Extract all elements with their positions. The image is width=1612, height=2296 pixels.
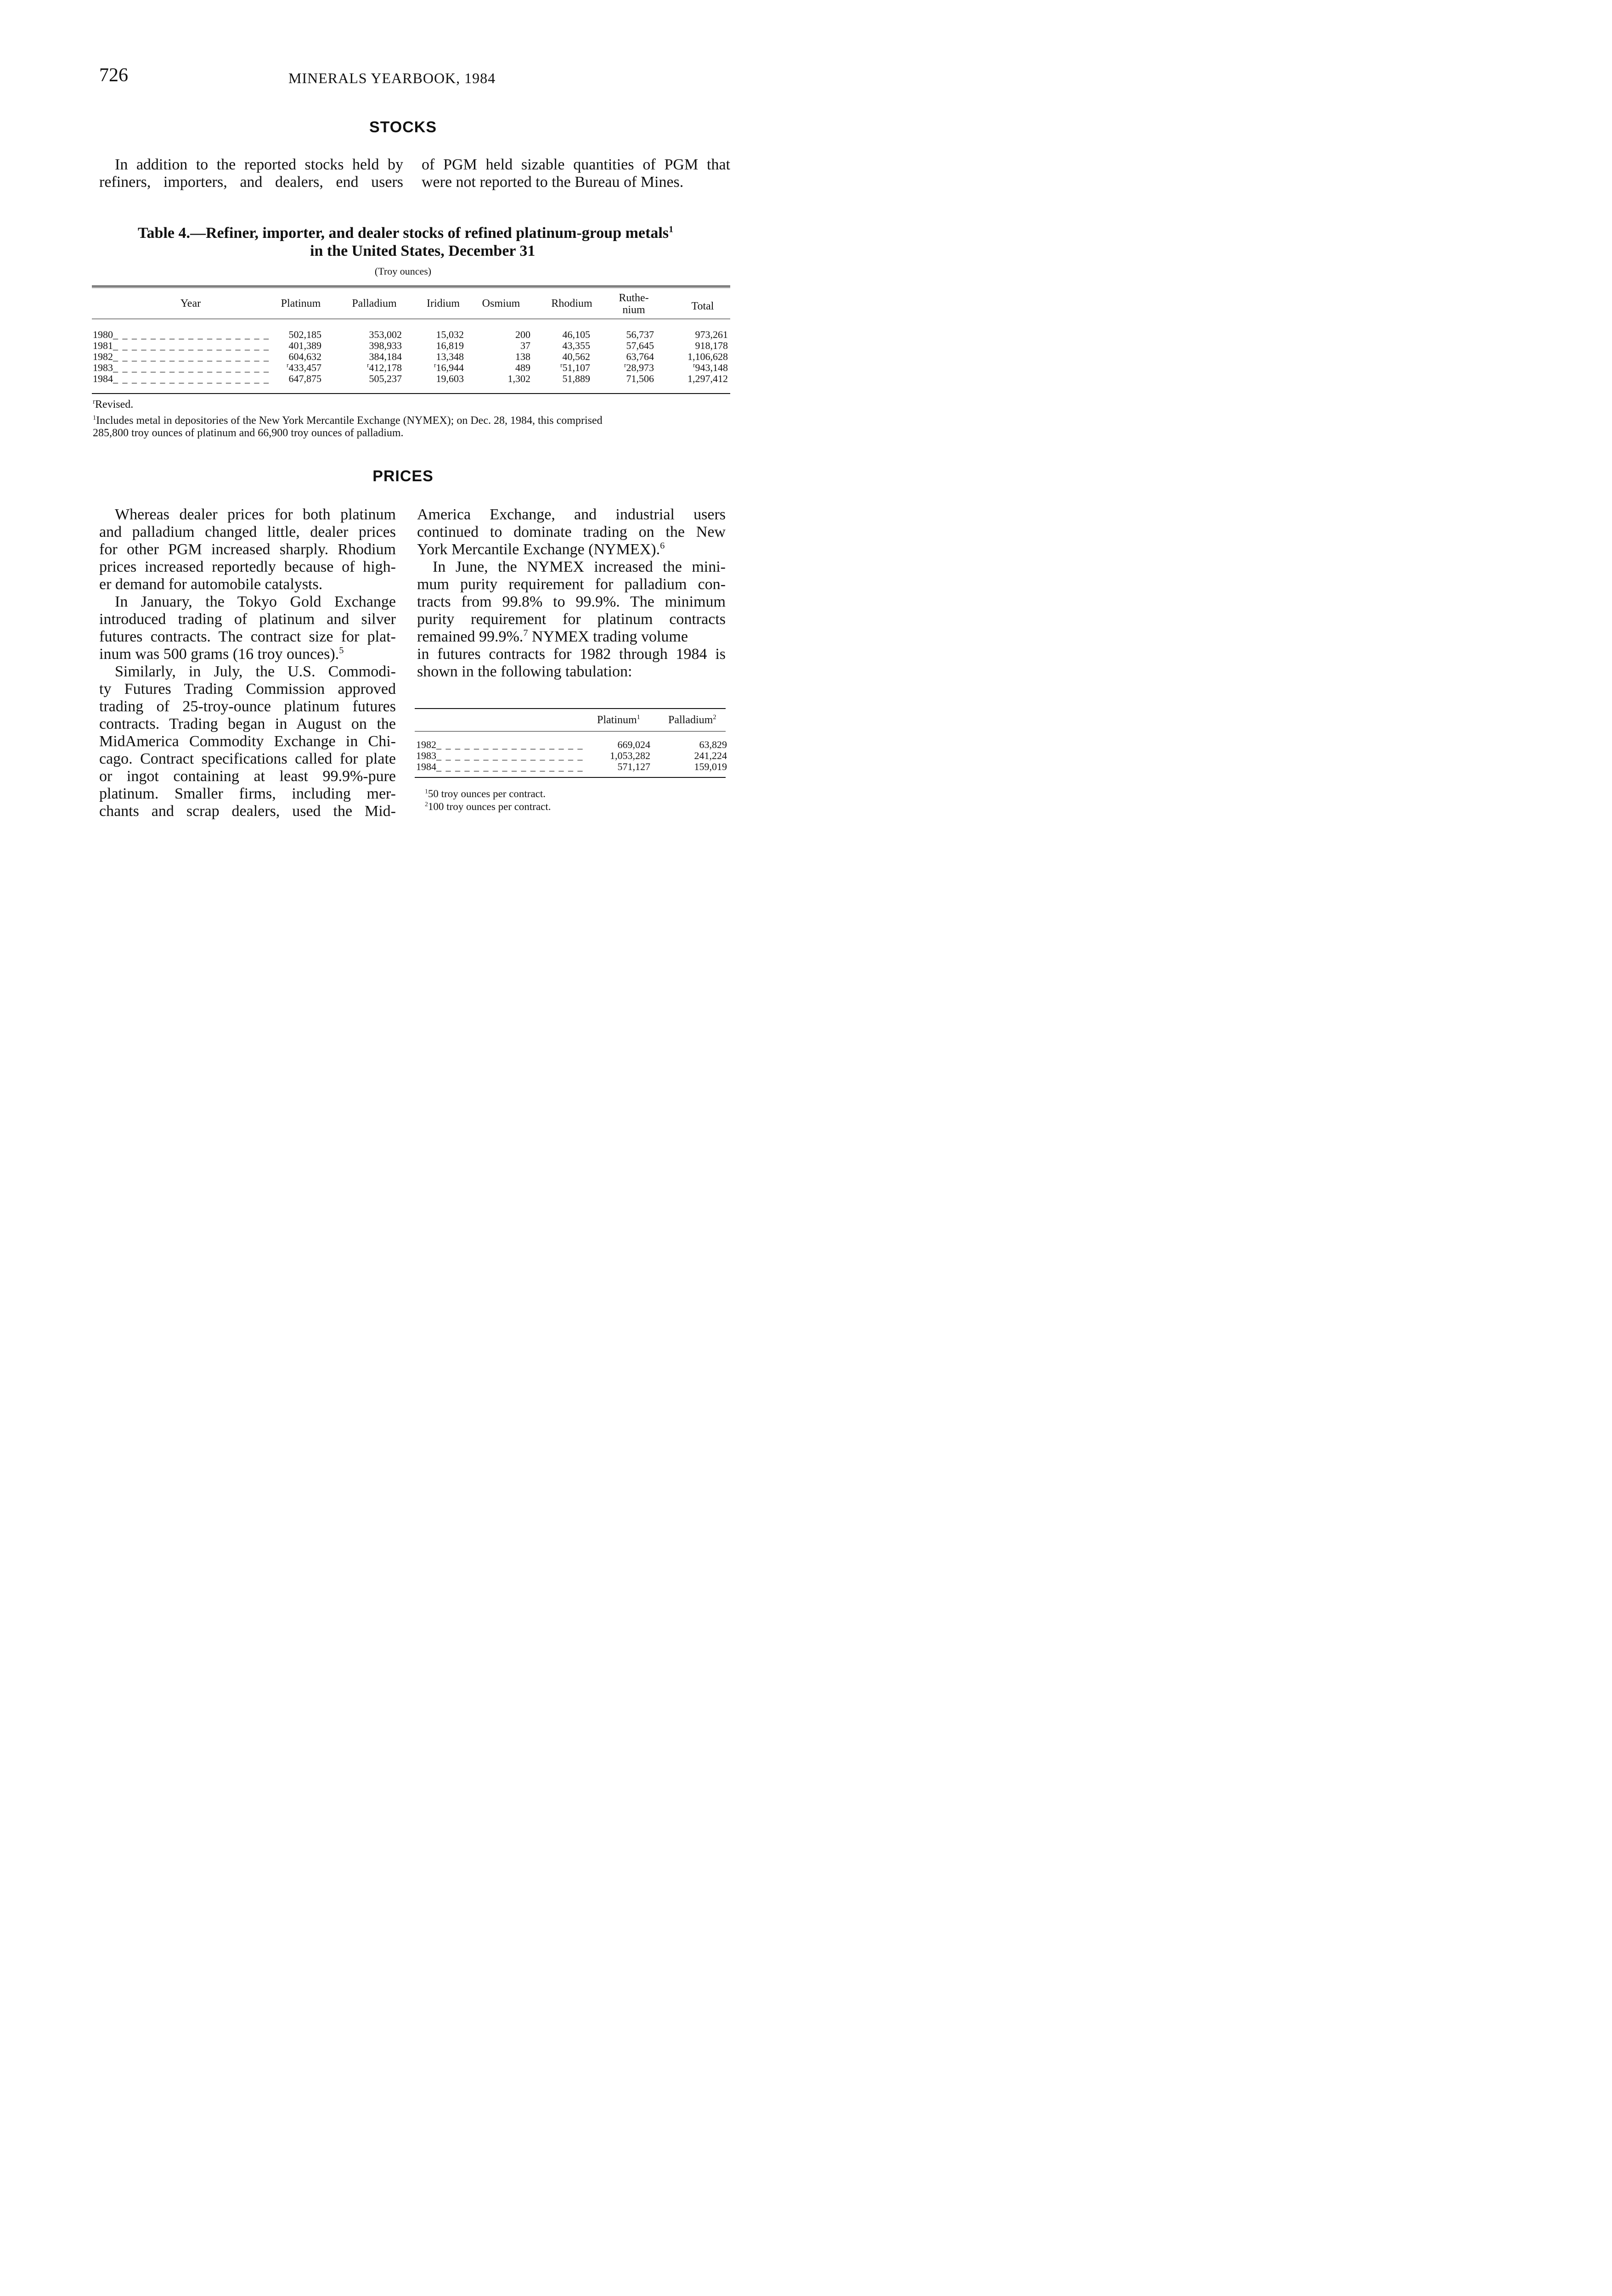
col-header-ruthenium — [606, 292, 661, 316]
text-line: er demand for automobile catalysts. — [99, 576, 323, 593]
cell-total: 1,297,412 — [688, 373, 728, 384]
revised-mark: r — [693, 361, 695, 369]
cell-platinum: 1,053,282 — [610, 750, 650, 761]
revised-mark: r — [366, 361, 369, 369]
text-line: tracts from 99.8% to 99.9%. The minimum — [417, 593, 726, 610]
revised-mark: r — [560, 361, 563, 369]
row-leader: _ _ _ _ _ _ _ _ _ _ _ _ _ _ _ _ — [436, 739, 584, 750]
col-header-platinum: Platinum — [281, 298, 321, 310]
cell-platinum: 669,024 — [617, 739, 650, 750]
cell-iridium — [434, 362, 464, 373]
cell-total: 973,261 — [695, 329, 728, 340]
text-line: platinum. Smaller firms, including mer- — [99, 785, 396, 802]
text-line: Whereas dealer prices for both platinum — [115, 506, 396, 523]
cell-palladium: 241,224 — [694, 750, 727, 761]
row-leader: _ _ _ _ _ _ _ _ _ _ _ _ _ _ _ _ — [436, 761, 584, 772]
row-year: 1981 — [93, 340, 113, 351]
footnote-text: Includes metal in depositories of the New York Mercantile Exchange (NYMEX); on Dec. 28, 1984, this comprised — [96, 415, 603, 427]
tab-bottom-rule — [415, 777, 726, 778]
cell-iridium: 19,603 — [436, 373, 464, 384]
text-line: for other PGM increased sharply. Rhodium — [99, 541, 396, 558]
cell-rhodium: 51,889 — [562, 373, 590, 384]
row-year: 1984 — [416, 761, 436, 772]
text-line — [99, 646, 344, 663]
cell-rhodium — [560, 362, 590, 373]
text-line: futures contracts. The contract size for plat- — [99, 628, 396, 645]
col-header-iridium: Iridium — [427, 298, 460, 310]
text-line: mum purity requirement for palladium con- — [417, 576, 726, 593]
text-line: shown in the following tabulation: — [417, 663, 632, 680]
text-run: inum was 500 grams (16 troy ounces). — [99, 646, 339, 663]
footnote-revised — [93, 399, 133, 411]
cell-osmium: 1,302 — [507, 373, 530, 384]
footnote-mark: 1 — [93, 414, 96, 422]
note-text: 50 troy ounces per contract. — [428, 788, 546, 799]
cell-total: 1,106,628 — [688, 351, 728, 362]
row-year: 1982 — [416, 739, 436, 750]
cell-iridium: 15,032 — [436, 329, 464, 340]
cell-platinum: 502,185 — [288, 329, 321, 340]
cell-palladium: 353,002 — [369, 329, 402, 340]
footnote-ref: 6 — [660, 540, 665, 551]
note-text: 100 troy ounces per contract. — [428, 801, 551, 812]
cell-total: 918,178 — [695, 340, 728, 351]
row-year: 1983 — [416, 750, 436, 761]
text-line: trading of 25-troy-ounce platinum futures — [99, 698, 396, 715]
revised-mark: r — [93, 398, 95, 405]
footnote-mark: 1 — [425, 788, 428, 795]
col-header-year: Year — [180, 298, 201, 310]
text-line: continued to dominate trading on the New — [417, 523, 726, 540]
text-line — [417, 541, 665, 558]
cell-value: 943,148 — [695, 362, 728, 373]
col-label: Palladium — [668, 714, 713, 726]
row-leader: _ _ _ _ _ _ _ _ _ _ _ _ _ _ _ _ _ — [113, 373, 270, 384]
table-title-line: in the United States, December 31 — [310, 242, 535, 259]
cell-osmium: 489 — [515, 362, 530, 373]
cell-palladium: 63,829 — [699, 739, 727, 750]
cell-value: 412,178 — [369, 362, 402, 373]
text-line: ty Futures Trading Commission approved — [99, 681, 396, 698]
cell-palladium: 159,019 — [694, 761, 727, 772]
cell-rhodium: 43,355 — [562, 340, 590, 351]
text-run: York Mercantile Exchange (NYMEX). — [417, 541, 660, 558]
text-line: chants and scrap dealers, used the Mid- — [99, 803, 396, 820]
text-line: MidAmerica Commodity Exchange in Chi- — [99, 733, 396, 750]
cell-ruthenium: 57,645 — [626, 340, 654, 351]
cell-total — [693, 362, 728, 373]
table-unit: (Troy ounces) — [374, 265, 432, 277]
text-run: NYMEX trading volume — [532, 628, 688, 645]
cell-value: 51,107 — [562, 362, 590, 373]
row-year: 1982 — [93, 351, 113, 362]
text-line: cago. Contract specifications called for plate — [99, 750, 396, 767]
row-leader: _ _ _ _ _ _ _ _ _ _ _ _ _ _ _ _ _ — [113, 351, 270, 362]
text-line: contracts. Trading began in August on the — [99, 715, 396, 732]
row-year: 1980 — [93, 329, 113, 340]
col-header-ruthenium-line: Ruthe- — [619, 292, 649, 304]
cell-value: 433,457 — [288, 362, 321, 373]
cell-ruthenium — [624, 362, 654, 373]
text-line: In addition to the reported stocks held by — [115, 156, 403, 173]
tab-note-1 — [425, 788, 546, 800]
text-line: Similarly, in July, the U.S. Commodi- — [115, 663, 396, 680]
text-line: refiners, importers, and dealers, end users — [99, 174, 403, 191]
cell-palladium: 505,237 — [369, 373, 402, 384]
cell-platinum: 604,632 — [288, 351, 321, 362]
text-line: introduced trading of platinum and silver — [99, 611, 396, 628]
text-run: remained 99.9%. — [417, 628, 524, 645]
cell-iridium: 16,819 — [436, 340, 464, 351]
row-year: 1983 — [93, 362, 113, 373]
col-header-total: Total — [691, 300, 714, 312]
text-line: prices increased reportedly because of high- — [99, 558, 396, 575]
tab-col-platinum — [597, 714, 640, 726]
cell-osmium: 37 — [520, 340, 530, 351]
table-4-title — [138, 224, 673, 260]
row-leader: _ _ _ _ _ _ _ _ _ _ _ _ _ _ _ _ _ — [113, 340, 270, 351]
text-line: in futures contracts for 1982 through 1984 is — [417, 646, 726, 663]
stocks-heading: STOCKS — [369, 118, 437, 136]
text-line: or ingot containing at least 99.9%-pure — [99, 768, 396, 785]
text-line: In June, the NYMEX increased the mini- — [433, 558, 726, 575]
cell-rhodium: 40,562 — [562, 351, 590, 362]
prices-heading: PRICES — [372, 467, 434, 485]
col-header-rhodium: Rhodium — [551, 298, 592, 310]
footnote-text: Revised. — [95, 399, 134, 411]
col-label: Platinum — [597, 714, 637, 726]
cell-value: 16,944 — [436, 362, 464, 373]
tab-header-rule — [415, 731, 726, 732]
cell-palladium: 384,184 — [369, 351, 402, 362]
text-line: of PGM held sizable quantities of PGM that — [422, 156, 730, 173]
text-line — [417, 628, 726, 646]
cell-rhodium: 46,105 — [562, 329, 590, 340]
cell-ruthenium: 71,506 — [626, 373, 654, 384]
cell-palladium — [367, 362, 402, 373]
cell-platinum: 571,127 — [617, 761, 650, 772]
cell-palladium: 398,933 — [369, 340, 402, 351]
table-top-rule — [92, 286, 730, 287]
footnote-ref: 1 — [637, 714, 640, 721]
text-line: America Exchange, and industrial users — [417, 506, 726, 523]
row-year: 1984 — [93, 373, 113, 384]
footnote-1 — [93, 415, 603, 427]
text-line: purity requirement for platinum contracts — [417, 611, 726, 628]
cell-platinum — [287, 362, 321, 373]
text-line: and palladium changed little, dealer prices — [99, 523, 396, 540]
footnote-ref: 1 — [669, 224, 674, 235]
document-page — [0, 0, 806, 1239]
footnote-ref: 5 — [339, 645, 344, 656]
cell-ruthenium: 63,764 — [626, 351, 654, 362]
row-leader: _ _ _ _ _ _ _ _ _ _ _ _ _ _ _ _ _ — [113, 362, 270, 373]
running-title: MINERALS YEARBOOK, 1984 — [288, 70, 496, 86]
table-title-line: Table 4.—Refiner, importer, and dealer stocks of refined platinum-group metals — [138, 225, 669, 242]
revised-mark: r — [286, 361, 289, 369]
cell-osmium: 138 — [515, 351, 530, 362]
text-line: were not reported to the Bureau of Mines. — [422, 174, 684, 191]
cell-platinum: 647,875 — [288, 373, 321, 384]
cell-osmium: 200 — [515, 329, 530, 340]
cell-platinum: 401,389 — [288, 340, 321, 351]
row-leader: _ _ _ _ _ _ _ _ _ _ _ _ _ _ _ _ _ — [113, 329, 270, 340]
col-header-ruthenium-line: nium — [622, 304, 645, 316]
table-bottom-rule — [92, 393, 730, 394]
table-top-rule — [92, 287, 730, 288]
footnote-1-cont: 285,800 troy ounces of platinum and 66,900 troy ounces of palladium. — [93, 427, 404, 439]
tab-col-palladium — [668, 714, 716, 726]
tab-top-rule — [415, 708, 726, 709]
revised-mark: r — [624, 361, 626, 369]
footnote-ref: 7 — [523, 628, 528, 638]
cell-value: 28,973 — [626, 362, 654, 373]
col-header-palladium: Palladium — [352, 298, 397, 310]
cell-iridium: 13,348 — [436, 351, 464, 362]
page-number: 726 — [99, 65, 128, 86]
col-header-osmium: Osmium — [482, 298, 520, 310]
row-leader: _ _ _ _ _ _ _ _ _ _ _ _ _ _ _ _ — [436, 750, 584, 761]
tab-note-2 — [425, 801, 551, 813]
footnote-ref: 2 — [713, 714, 716, 721]
cell-ruthenium: 56,737 — [626, 329, 654, 340]
text-line: In January, the Tokyo Gold Exchange — [115, 593, 396, 610]
revised-mark: r — [434, 361, 436, 369]
footnote-mark: 2 — [425, 800, 428, 808]
